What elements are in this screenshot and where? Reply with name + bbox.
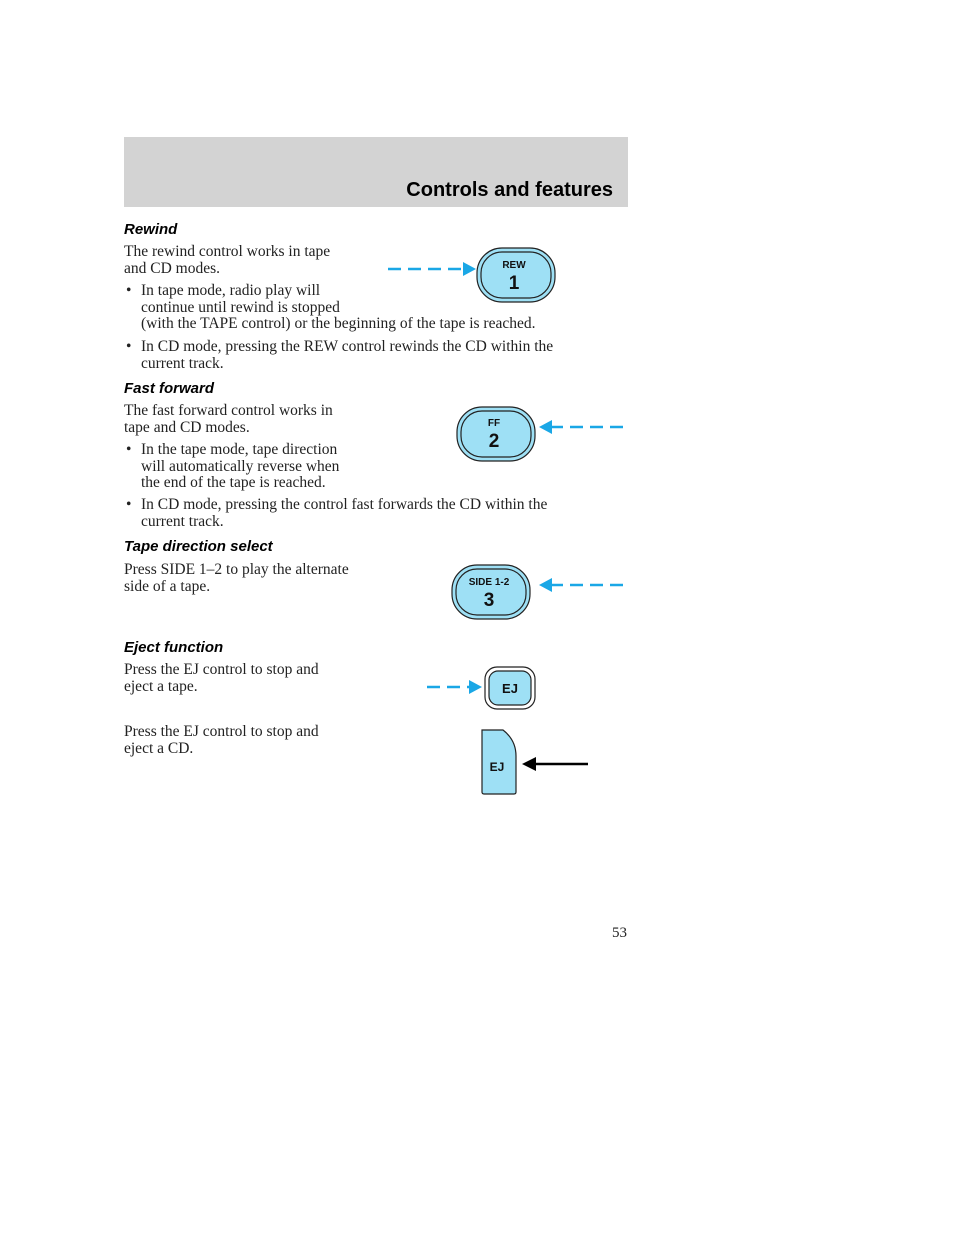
eject-tape-arrow [427,680,482,694]
ff-button-label: FF [487,418,501,429]
ff-button-number: 2 [488,431,500,452]
ff-button [457,407,535,461]
rew-button-label: REW [502,260,526,271]
page-number: 53 [612,925,627,941]
fast-forward-intro: The fast forward control works in tape and CD modes. [124,402,333,436]
rewind-arrow [388,262,476,276]
eject-cd-arrow [522,757,588,771]
rewind-illustration [385,246,560,306]
side-button-label: SIDE 1-2 [468,577,510,588]
rewind-intro: The rewind control works in tape and CD modes. [124,243,331,277]
rewind-bullet-cd: • In CD mode, pressing the REW control rewinds the CD within the current track. [126,338,554,372]
eject-heading: Eject function [124,639,224,656]
ej-cd-button-label: EJ [489,760,505,774]
tape-direction-arrow [539,578,628,592]
side-button-number: 3 [483,590,495,611]
ej-tape-button [485,667,535,709]
tape-direction-heading: Tape direction select [124,538,273,555]
ej-cd-button [482,730,516,794]
chapter-header [124,137,628,207]
tape-direction-text: Press SIDE 1–2 to play the alternate side of a tape. [124,561,349,595]
fast-forward-bullet-cd: • In CD mode, pressing the control fast forwards the CD within the current track. [126,496,548,530]
rew-button-number: 1 [508,273,520,294]
eject-cd-illustration [478,726,593,798]
ej-tape-button-label: EJ [502,681,518,696]
fast-forward-bullet-tape: • In the tape mode, tape direction will automatically reverse when the end of the tape is reached. [126,441,340,491]
eject-tape-text: Press the EJ control to stop and eject a tape. [124,661,319,695]
fast-forward-heading: Fast forward [124,380,215,397]
eject-tape-illustration [425,665,540,713]
eject-cd-text: Press the EJ control to stop and eject a CD. [124,723,319,757]
side-button [452,565,530,619]
fast-forward-arrow [539,420,628,434]
rew-button [477,248,555,302]
rewind-bullet-tape: • In tape mode, radio play will continue until rewind is stopped (with the TAPE control) or the beginning of the tape is reached. [126,282,536,332]
fast-forward-illustration [455,405,630,465]
chapter-title: Controls and features [406,179,613,201]
rewind-heading: Rewind [124,221,178,238]
tape-direction-illustration [450,563,630,623]
